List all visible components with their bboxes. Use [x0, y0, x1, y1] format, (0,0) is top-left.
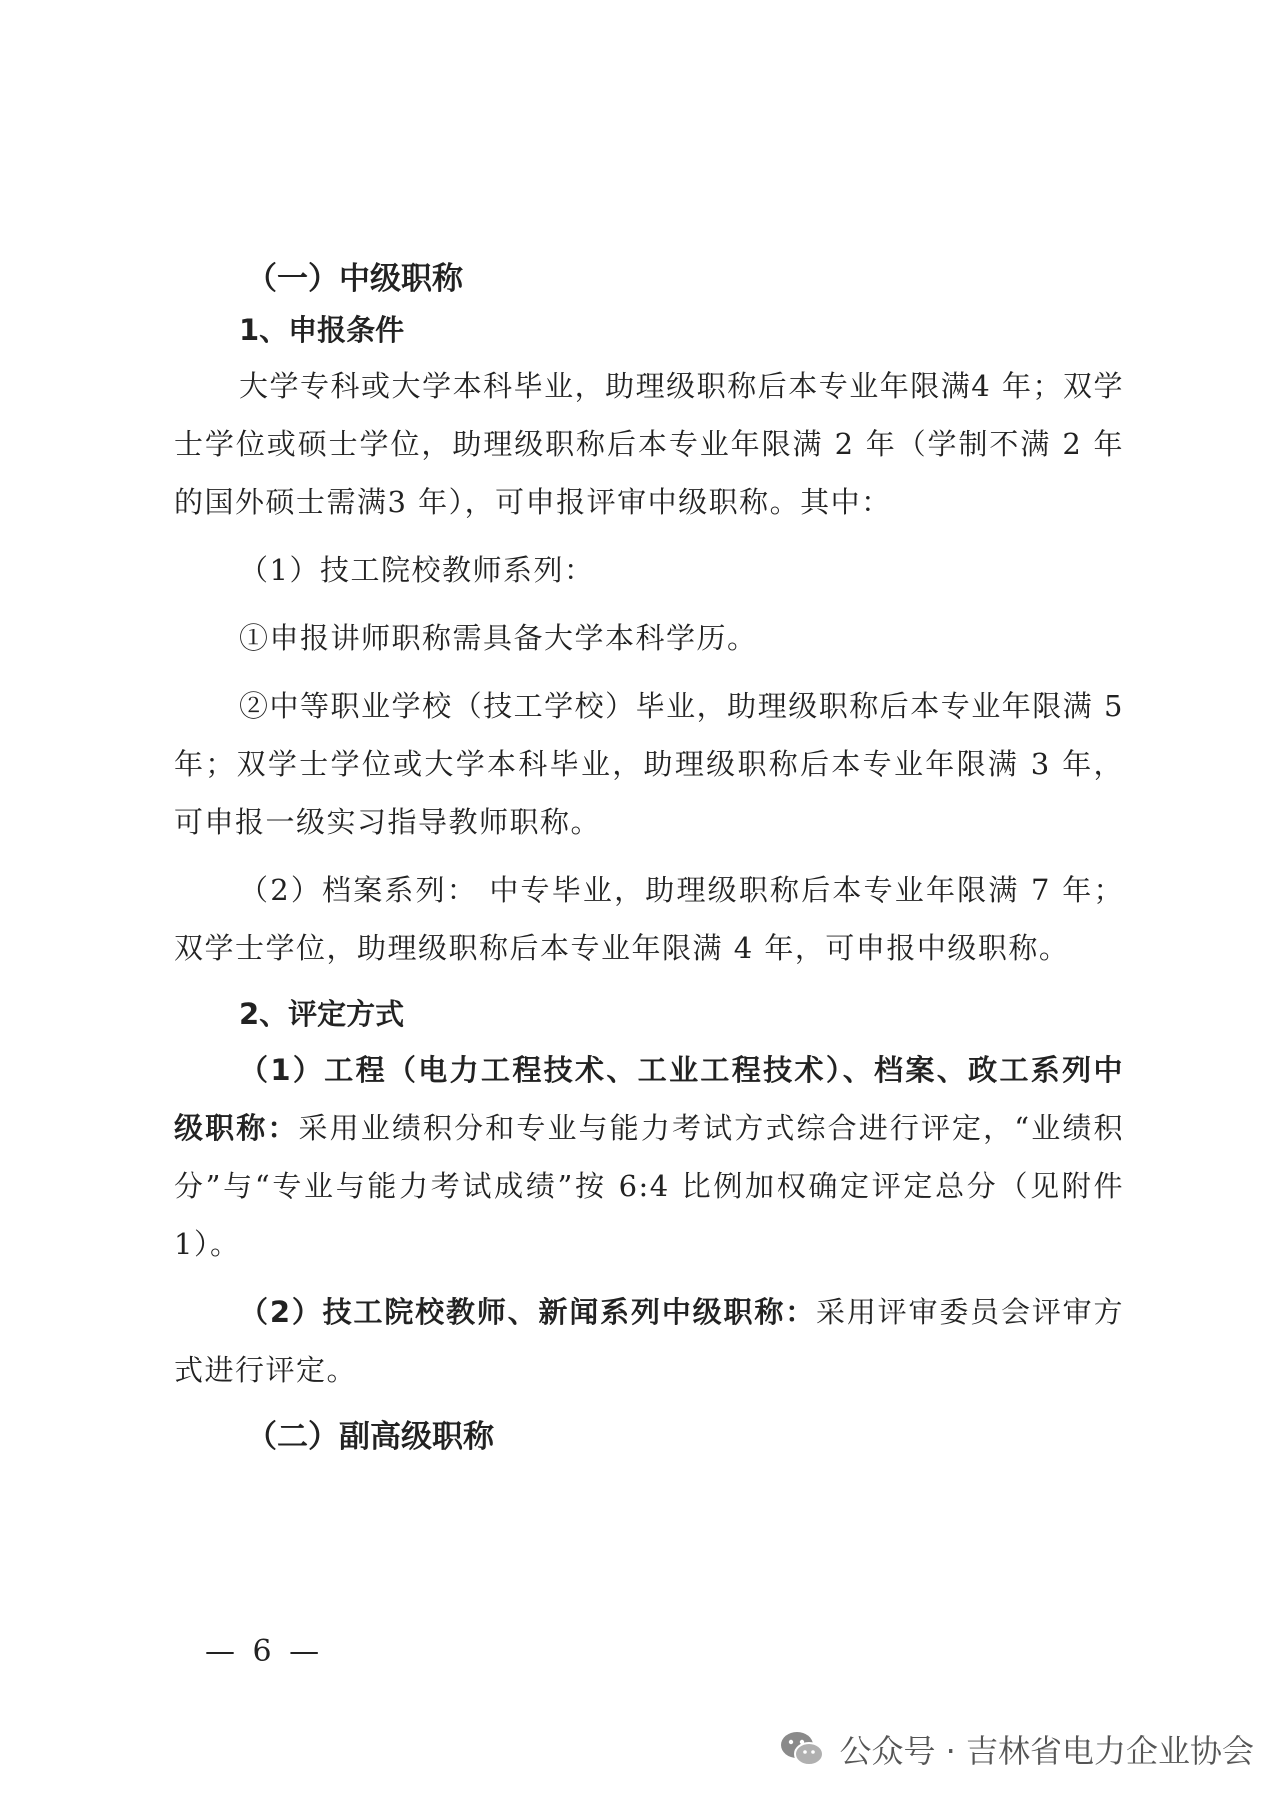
paragraph-engineering-evaluation-lead: （1）工程（电力工程技术、工业工程技术）、档案、政工系列中级职称：	[174, 1053, 1124, 1145]
wechat-icon	[779, 1729, 825, 1769]
paragraph-archives-series: （2）档案系列： 中专毕业，助理级职称后本专业年限满 7 年；双学士学位，助理级职称后本专业年限满 4 年，可申报中级职称。	[174, 873, 1124, 965]
paragraph-engineering-evaluation	[174, 1041, 1124, 1273]
section-heading-intermediate-title: （一）中级职称	[246, 261, 463, 297]
watermark	[779, 1726, 1254, 1772]
paragraph-instructor-requirement: ②中等职业学校（技工学校）毕业，助理级职称后本专业年限满 5 年；双学士学位或大学本科毕业，助理级职称后本专业年限满 3 年，可申报一级实习指导教师职称。	[174, 689, 1124, 839]
paragraph-teacher-news-evaluation-text: 采用评审委员会评审方式进行评定。	[174, 1295, 1124, 1387]
document-body	[174, 255, 1124, 1461]
page-number: — 6 —	[205, 1634, 324, 1669]
subheading-evaluation-method: 2、评定方式	[239, 997, 405, 1031]
section-heading-associate-senior-title: （二）副高级职称	[246, 1419, 494, 1455]
paragraph-engineering-evaluation-text: 采用业绩积分和专业与能力考试方式综合进行评定，“业绩积分”与“专业与能力考试成绩”按 6:4 比例加权确定评定总分（见附件 1）。	[174, 1111, 1124, 1261]
paragraph-general-conditions: 大学专科或大学本科毕业，助理级职称后本专业年限满4 年；双学士学位或硕士学位，助理级职称后本专业年限满 2 年（学制不满 2 年的国外硕士需满3 年），可申报评审中级职称。其中：	[174, 369, 1124, 519]
paragraph-teacher-news-evaluation	[174, 1283, 1124, 1399]
watermark-text: 公众号 · 吉林省电力企业协会	[839, 1732, 1254, 1770]
paragraph-teacher-news-evaluation-lead: （2）技工院校教师、新闻系列中级职称：	[239, 1295, 816, 1329]
paragraph-lecturer-requirement: ①申报讲师职称需具备大学本科学历。	[239, 621, 758, 655]
paragraph-technical-school-teachers: （1）技工院校教师系列：	[239, 553, 595, 587]
subheading-application-conditions: 1、申报条件	[239, 313, 405, 347]
